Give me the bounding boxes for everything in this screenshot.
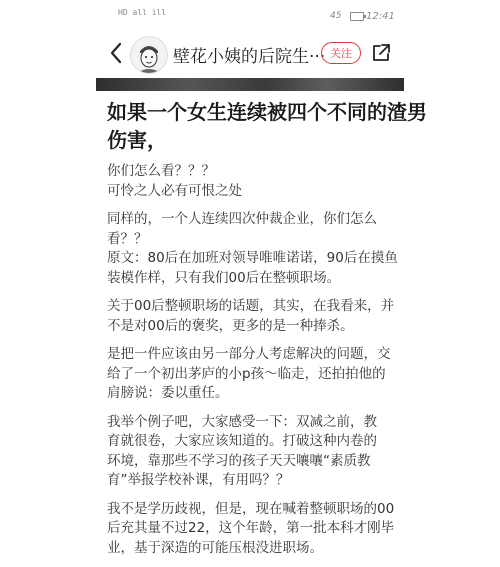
text-line: 看？？ [107,230,148,247]
battery-percent: 45 [330,11,342,21]
paragraph [107,162,403,201]
article-title-line: 如果一个女生连续被四个不同的渣男 [107,100,427,124]
text-line: 业，基于深造的可能压根没进职场。 [107,539,323,556]
status-bar [0,0,500,30]
header-image [96,78,404,91]
battery-icon [350,12,364,21]
text-line: 装模作样，只有我们00后在整顿职场。 [107,269,341,286]
account-title[interactable]: 壁花小姨的后院生··· [173,47,326,67]
article-title-line: 伤害， [107,128,167,152]
text-line: 给了一个初出茅庐的小p孩～临走，还拍拍他的 [107,365,386,382]
paragraph [107,500,403,559]
paragraph [107,210,403,288]
paragraph [107,413,403,491]
article-body [107,98,427,567]
follow-button[interactable]: 关注 [321,42,361,64]
text-line: 原文：80后在加班对领导唯唯诺诺，90后在摸鱼 [107,250,398,266]
text-line: 环境，靠那些不学习的孩子天天嚷嚷“素质教 [107,452,371,469]
avatar[interactable] [130,36,168,74]
text-line: 是把一件应该由另一部分人考虑解决的问题，交 [107,346,391,362]
text-line: 关于00后整顿职场的话题，其实，在我看来，并 [107,298,395,314]
text-line: 我不是学历歧视，但是，现在喊着整顿职场的00 [107,500,395,517]
share-icon[interactable] [370,42,392,64]
text-line: 不是对00后的褒奖，更多的是一种捧杀。 [107,317,354,334]
paragraph [107,345,403,404]
text-line: 肩膀说：委以重任。 [107,385,229,401]
text-line: 后充其量不过22，这个年龄，第一批本科才刚毕 [107,520,395,536]
text-line: 育就很卷，大家应该知道的。打破这种内卷的 [107,433,377,449]
top-nav-bar [0,34,500,74]
clock: 12:41 [366,11,395,22]
back-arrow-icon[interactable] [106,40,128,66]
article-title [107,98,427,154]
signal-indicators: HD all ill [118,8,167,17]
text-line: 可怜之人必有可恨之处 [107,182,242,199]
text-line: 你们怎么看？？？ [107,163,215,179]
paragraph [107,297,403,336]
text-line: 我举个例子吧，大家感受一下：双减之前，教 [107,413,377,430]
text-line: 育”举报学校补课，有用吗？？ [107,472,290,488]
text-line: 同样的，一个人连续四次仲裁企业，你们怎么 [107,211,377,227]
